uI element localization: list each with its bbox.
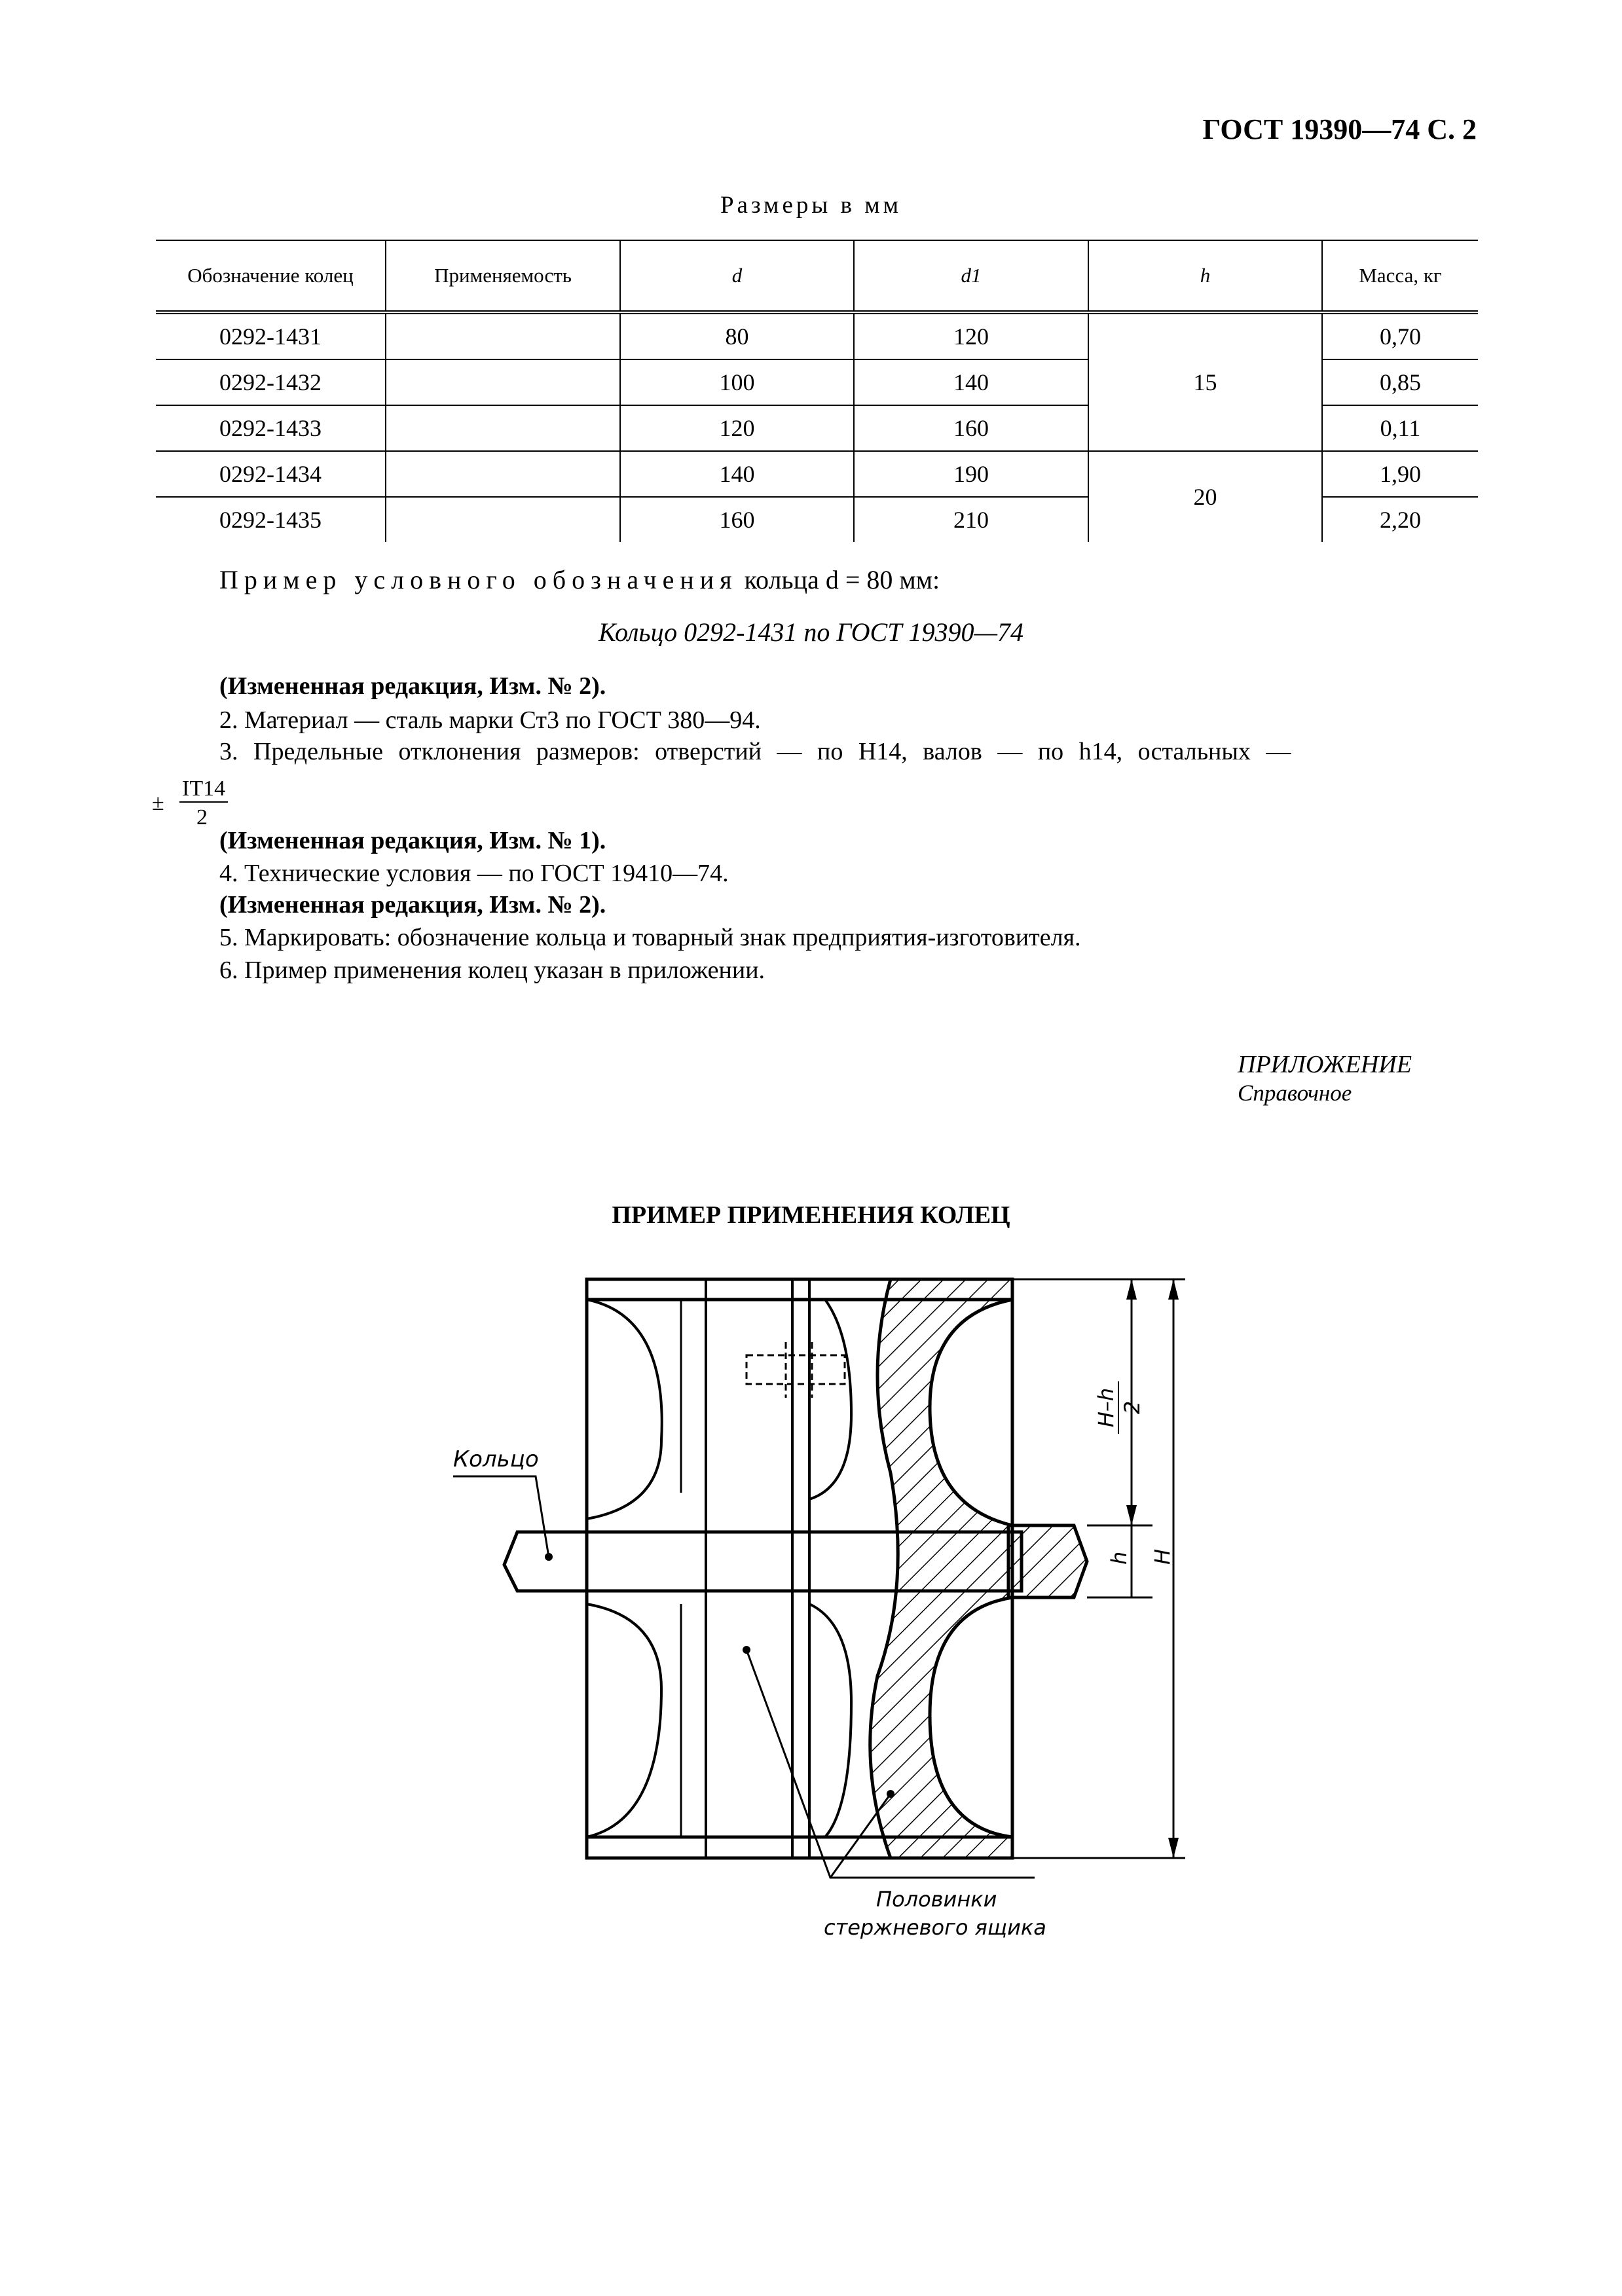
col-header-d1: d1 [854, 240, 1088, 312]
cell-code: 0292-1431 [156, 312, 386, 359]
ring [1008, 1525, 1087, 1597]
dim-label-half: H–h [1094, 1387, 1118, 1428]
figure-title: ПРИМЕР ПРИМЕНЕНИЯ КОЛЕЦ [612, 1201, 1010, 1229]
core-section-hatch [870, 1279, 1012, 1858]
ring-leader [453, 1476, 549, 1557]
dim-label-half-den: 2 [1120, 1400, 1145, 1415]
table-caption: Размеры в мм [720, 192, 902, 219]
note-item-2: 2. Материал — сталь марки Ст3 по ГОСТ 380—94. [219, 706, 761, 734]
tolerance-numerator: IT14 [179, 776, 228, 803]
cell-mass: 0,70 [1322, 312, 1478, 359]
cell-code: 0292-1435 [219, 507, 322, 533]
cell-d1: 140 [854, 359, 1088, 405]
cell-mass: 0,85 [1322, 359, 1478, 405]
cell-code: 0292-1434 [156, 451, 386, 497]
col-header-applicability: Применяемость [386, 240, 620, 312]
label-halves-1: Половинки [876, 1887, 997, 1912]
col-header-code: Обозначение колец [156, 240, 386, 312]
dim-label-h: h [1107, 1551, 1132, 1565]
cell-d: 120 [620, 405, 854, 451]
cell-d: 140 [620, 451, 854, 497]
cell-mass: 2,20 [1322, 497, 1478, 542]
dim-label-H: H [1150, 1548, 1175, 1565]
cell-d1: 160 [854, 405, 1088, 451]
cell-d1: 120 [854, 312, 1088, 359]
bolt [746, 1355, 845, 1384]
cell-h: 15 [1088, 312, 1322, 451]
note-item-3: 3. Предельные отклонения размеров: отверстий — по H14, валов — по h14, остальных — [219, 738, 1291, 765]
edit-note: (Измененная редакция, Изм. № 1). [219, 827, 606, 854]
appendix-subtitle: Справочное [1238, 1080, 1352, 1106]
label-ring: Кольцо [453, 1446, 539, 1472]
col-header-mass: Масса, кг [1322, 240, 1478, 312]
cell-d: 100 [620, 359, 854, 405]
cell-d: 80 [620, 312, 854, 359]
note-item-6: 6. Пример применения колец указан в приложении. [219, 957, 765, 984]
tolerance-sign: ± [152, 791, 164, 815]
note-item-5: 5. Маркировать: обозначение кольца и товарный знак предприятия-изготовителя. [219, 924, 1081, 951]
example-lead: Пример условного обозначения [219, 565, 738, 594]
edit-note: (Измененная редакция, Изм. № 2). [219, 891, 606, 919]
label-halves-2: стержневого ящика [824, 1915, 1046, 1940]
example-designation: Кольцо 0292-1431 по ГОСТ 19390—74 [598, 617, 1024, 647]
cell-h: 20 [1088, 451, 1322, 542]
edit-note: (Измененная редакция, Изм. № 2). [219, 672, 606, 700]
cell-mass: 0,11 [1322, 405, 1478, 451]
col-header-h: h [1088, 240, 1322, 312]
cell-mass: 1,90 [1322, 451, 1478, 497]
appendix-title: ПРИЛОЖЕНИЕ [1238, 1051, 1412, 1078]
cell-d1: 210 [854, 497, 1088, 542]
col-header-d: d [620, 240, 854, 312]
cell-d1: 190 [854, 451, 1088, 497]
tolerance-denominator: 2 [196, 805, 208, 829]
cell-d: 160 [620, 497, 854, 542]
note-item-4: 4. Технические условия — по ГОСТ 19410—74. [219, 860, 729, 887]
cell-code: 0292-1433 [156, 405, 386, 451]
page-header: ГОСТ 19390—74 С. 2 [1202, 113, 1477, 145]
example-rest: кольца d = 80 мм: [744, 565, 940, 594]
cell-code: 0292-1432 [156, 359, 386, 405]
